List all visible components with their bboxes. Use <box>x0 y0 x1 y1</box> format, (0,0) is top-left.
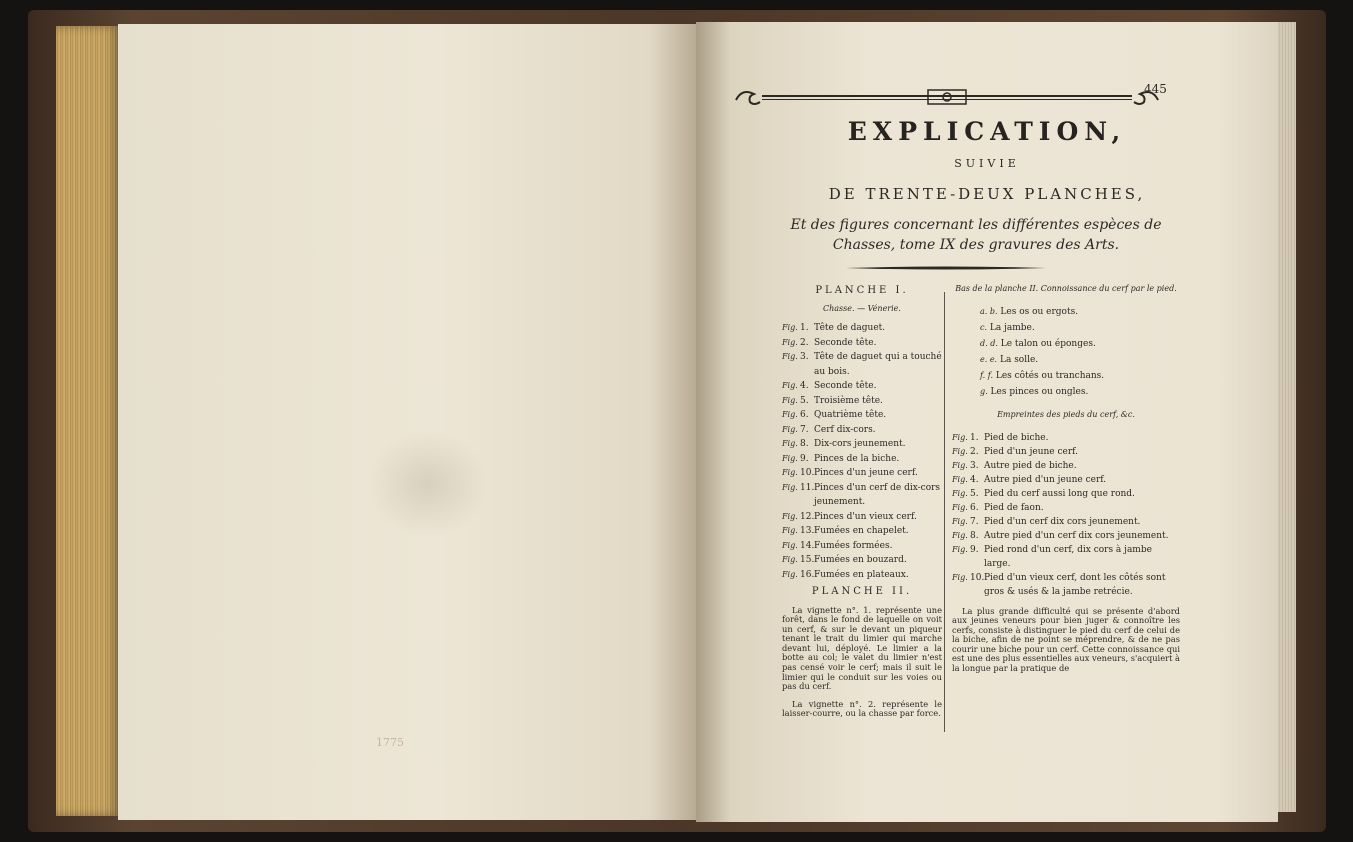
figure-label: Fig. <box>782 337 798 347</box>
figure-list <box>782 321 942 582</box>
figure-number: 8. <box>800 439 809 449</box>
figure-label: Fig. <box>952 474 968 484</box>
figure-item <box>952 473 1180 487</box>
figure-text: Fumées en bouzard. <box>814 555 907 565</box>
figure-label: Fig. <box>782 424 798 434</box>
letter-item <box>952 320 1180 336</box>
figure-label: Fig. <box>952 446 968 456</box>
figure-text: Pinces d'un cerf de dix-cors jeunement. <box>814 482 941 507</box>
figure-label: Fig. <box>782 468 798 477</box>
figure-number: 7. <box>970 516 979 527</box>
figure-item <box>952 529 1180 543</box>
figure-number: 16. <box>800 569 815 580</box>
figure-text: Troisième tête. <box>814 395 883 406</box>
figure-text: Autre pied de biche. <box>984 460 1077 471</box>
figure-text: Pied d'un vieux cerf, dont les côtés sont gros & usés & la jambe retrécie. <box>984 572 1166 597</box>
paragraph: La vignette n°. 1. représente une forêt, dans le fond de laquelle on voit un cerf, & sur le devant un piqueur tenant le trait du limier qui marche devant lui, déployé. Le limier a la botte au col; le valet du limier n'est pas censé voir le cerf; mais il suit le limier qui le conduit sur les voies ou pas du cerf. <box>782 604 942 692</box>
figure-text: Seconde tête. <box>814 337 877 348</box>
figure-label: Fig. <box>952 572 968 582</box>
letter-label: a. b. <box>980 307 998 316</box>
figure-item <box>782 423 942 438</box>
figure-text: Fumées en chapelet. <box>814 526 909 536</box>
figure-label: Fig. <box>782 555 798 564</box>
letter-item <box>952 368 1180 384</box>
figure-label: Fig. <box>782 453 798 463</box>
figure-item <box>782 568 942 583</box>
figure-number: 2. <box>970 446 979 457</box>
bleed-through-number: 1775 <box>376 736 404 749</box>
figure-label: Fig. <box>782 540 798 550</box>
figure-number: 1. <box>970 432 979 443</box>
right-page-edges <box>1278 22 1296 812</box>
figure-number: 5. <box>970 488 979 499</box>
figure-item <box>782 553 942 568</box>
right-column <box>952 284 1180 674</box>
figure-text: Pinces d'un jeune cerf. <box>814 468 918 478</box>
figure-number: 1. <box>800 323 809 333</box>
intro-text: Et des figures concernant les différentes espèces de Chasses, tome IX des gravures des Arts. <box>790 217 1162 253</box>
figure-text: Pied d'un cerf dix cors jeunement. <box>984 516 1141 527</box>
figure-number: 3. <box>800 352 809 362</box>
figure-label: Fig. <box>952 502 968 512</box>
figure-item <box>952 501 1180 515</box>
figure-item <box>782 452 942 467</box>
figure-item <box>782 510 942 525</box>
plate-heading-2: PLANCHE II. <box>811 586 913 597</box>
figure-number: 6. <box>970 502 979 513</box>
letter-item <box>952 304 1180 320</box>
letter-item <box>952 336 1180 352</box>
figure-label: Fig. <box>952 460 968 470</box>
figure-text: Pinces de la biche. <box>814 453 900 464</box>
figure-item <box>782 466 942 481</box>
figure-number: 12. <box>800 511 815 522</box>
figure-number: 5. <box>800 395 809 406</box>
decorative-header-ornament <box>732 86 1162 108</box>
figure-label: Fig. <box>952 488 968 498</box>
figure-text: Pinces d'un vieux cerf. <box>814 511 917 522</box>
figure-text: Pied d'un jeune cerf. <box>984 446 1079 457</box>
figure-item <box>782 524 942 539</box>
letter-label: e. e. <box>980 355 998 364</box>
figure-text: Seconde tête. <box>814 381 877 391</box>
letter-text: La jambe. <box>989 323 1035 333</box>
letter-item <box>952 384 1180 400</box>
figure-label: Fig. <box>782 511 798 521</box>
figure-item <box>952 487 1180 501</box>
figure-item <box>952 515 1180 529</box>
figure-number: 13. <box>800 526 815 536</box>
figure-label: Fig. <box>782 381 798 390</box>
suivie-label: SUIVIE <box>954 157 1020 170</box>
figure-item <box>782 481 942 510</box>
figure-text: Pied rond d'un cerf, dix cors à jambe large. <box>984 544 1152 569</box>
figure-number: 7. <box>800 424 809 435</box>
figure-item <box>782 321 942 336</box>
figure-number: 10. <box>800 468 815 478</box>
figure-number: 6. <box>800 410 809 420</box>
figure-text: Pied de faon. <box>984 502 1044 513</box>
figure-list <box>952 431 1180 599</box>
figure-label: Fig. <box>782 410 798 419</box>
figure-number: 10. <box>970 572 985 583</box>
figure-label: Fig. <box>782 526 798 535</box>
figure-number: 2. <box>800 337 809 348</box>
letter-text: Les pinces ou ongles. <box>990 387 1089 397</box>
letter-label: c. <box>980 323 988 332</box>
figure-item <box>782 336 942 351</box>
figure-item <box>952 459 1180 473</box>
paragraph: La vignette n°. 2. représente le laisser-courre, ou la chasse par force. <box>782 698 942 719</box>
figure-text: Cerf dix-cors. <box>814 424 876 435</box>
figure-item <box>782 539 942 554</box>
figure-text: Tête de daguet qui a touché au bois. <box>814 352 942 377</box>
subtitle: DE TRENTE-DEUX PLANCHES, <box>828 185 1146 203</box>
letter-text: La solle. <box>999 355 1039 365</box>
figure-text: Dix-cors jeunement. <box>814 439 906 449</box>
right-page <box>696 22 1278 822</box>
figure-item <box>782 350 942 379</box>
figure-item <box>952 543 1180 571</box>
figure-item <box>782 379 942 394</box>
section-heading: Empreintes des pieds du cerf, &c. <box>997 410 1135 419</box>
figure-number: 15. <box>800 555 815 565</box>
figure-number: 8. <box>970 530 979 541</box>
figure-item <box>782 437 942 452</box>
figure-number: 14. <box>800 540 815 551</box>
figure-text: Autre pied d'un jeune cerf. <box>984 474 1107 485</box>
figure-text: Tête de daguet. <box>814 323 886 333</box>
figure-label: Fig. <box>952 544 968 554</box>
figure-number: 11. <box>800 482 815 493</box>
figure-label: Fig. <box>782 395 798 405</box>
figure-text: Fumées formées. <box>814 540 893 551</box>
plate-heading: PLANCHE I. <box>815 285 909 296</box>
figure-label: Fig. <box>782 352 798 361</box>
column-divider <box>944 292 945 732</box>
figure-label: Fig. <box>782 323 798 332</box>
figure-label: Fig. <box>782 439 798 448</box>
bleed-through-stamp <box>368 429 488 539</box>
letter-label: d. d. <box>980 339 998 348</box>
plate-subheading: Chasse. — Vénerie. <box>823 303 901 313</box>
left-column <box>782 284 942 719</box>
figure-number: 3. <box>970 460 979 471</box>
figure-item <box>782 394 942 409</box>
figure-label: Fig. <box>952 516 968 526</box>
figure-text: Pied de biche. <box>984 432 1049 443</box>
figure-label: Fig. <box>782 482 798 492</box>
page-number: 445 <box>1144 82 1167 96</box>
figure-text: Autre pied d'un cerf dix cors jeunement. <box>984 530 1169 541</box>
figure-item <box>952 431 1180 445</box>
figure-label: Fig. <box>952 530 968 540</box>
page-title: EXPLICATION, <box>847 117 1127 146</box>
figure-text: Quatrième tête. <box>814 410 887 420</box>
page-edges <box>56 26 120 816</box>
paragraph: La plus grande difficulté qui se présente d'abord aux jeunes veneurs pour bien juger & connoître les cerfs, consiste à distinguer le pied du cerf de celui de la biche, afin de ne point se méprendre, & de ne pas courir une biche pour un cerf. Cette connoissance qui est une des plus essentielles aux veneurs, s'acquiert à la longue par la pratique de <box>952 605 1180 674</box>
caption: Bas de la planche II. Connoissance du cerf par le pied. <box>955 284 1177 293</box>
letter-item <box>952 352 1180 368</box>
figure-text: Pied du cerf aussi long que rond. <box>984 488 1135 499</box>
figure-item <box>782 408 942 423</box>
figure-item <box>952 571 1180 599</box>
figure-number: 4. <box>800 381 809 391</box>
figure-item <box>952 445 1180 459</box>
letter-text: Les os ou ergots. <box>1000 307 1079 317</box>
letter-label: g. <box>980 387 988 396</box>
figure-label: Fig. <box>782 569 798 579</box>
letter-text: Le talon ou éponges. <box>1000 339 1096 349</box>
letter-list <box>952 304 1180 400</box>
decorative-rule <box>846 266 1046 270</box>
figure-text: Fumées en plateaux. <box>814 569 909 580</box>
left-page <box>118 24 696 820</box>
figure-number: 9. <box>970 544 979 555</box>
figure-number: 9. <box>800 453 809 464</box>
figure-label: Fig. <box>952 432 968 442</box>
letter-text: Les côtés ou tranchans. <box>995 371 1105 381</box>
figure-number: 4. <box>970 474 979 485</box>
letter-label: f. f. <box>980 371 993 380</box>
